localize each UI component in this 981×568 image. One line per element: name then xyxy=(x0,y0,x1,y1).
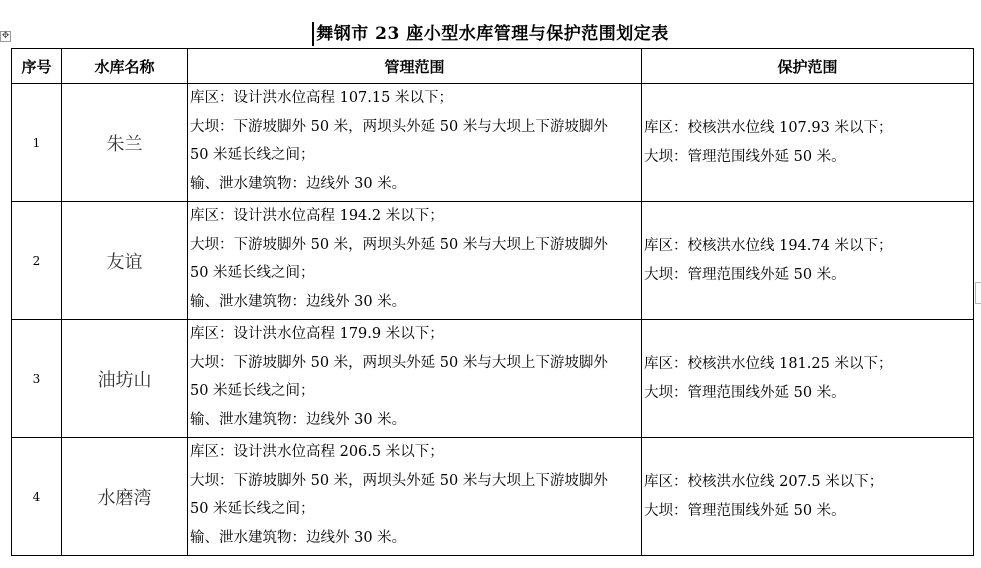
cell-reservoir-name: 油坊山 xyxy=(62,320,188,438)
protection-line: 大坝：管理范围线外延 50 米。 xyxy=(644,148,846,165)
management-line: 50 米延长线之间； xyxy=(190,147,315,163)
cell-protection xyxy=(642,84,974,202)
header-name: 水库名称 xyxy=(62,49,188,84)
management-line: 输、泄水建筑物：边线外 30 米。 xyxy=(190,175,407,192)
protection-line: 库区：校核洪水位线 207.5 米以下； xyxy=(644,474,884,490)
document-title: 舞钢市 23 座小型水库管理与保护范围划定表 xyxy=(312,22,669,46)
management-line: 输、泄水建筑物：边线外 30 米。 xyxy=(190,293,407,310)
management-line: 输、泄水建筑物：边线外 30 米。 xyxy=(190,529,407,546)
cell-management xyxy=(188,202,642,320)
management-line: 库区：设计洪水位高程 194.2 米以下； xyxy=(190,208,444,224)
management-line: 大坝：下游坡脚外 50 米，两坝头外延 50 米与大坝上下游坡脚外 xyxy=(190,354,608,371)
protection-line: 库区：校核洪水位线 107.93 米以下； xyxy=(644,120,893,136)
management-line: 大坝：下游坡脚外 50 米，两坝头外延 50 米与大坝上下游坡脚外 xyxy=(190,472,608,489)
header-protection: 保护范围 xyxy=(642,49,974,84)
cell-no: 4 xyxy=(12,438,62,556)
management-line: 输、泄水建筑物：边线外 30 米。 xyxy=(190,411,407,428)
cell-no: 3 xyxy=(12,320,62,438)
protection-line: 大坝：管理范围线外延 50 米。 xyxy=(644,502,846,519)
management-line: 大坝：下游坡脚外 50 米，两坝头外延 50 米与大坝上下游坡脚外 xyxy=(190,236,608,253)
management-line: 50 米延长线之间； xyxy=(190,265,315,281)
cell-reservoir-name: 朱兰 xyxy=(62,84,188,202)
cell-protection xyxy=(642,202,974,320)
page-edge-marker xyxy=(975,282,981,304)
table-row xyxy=(12,84,974,202)
management-line: 库区：设计洪水位高程 206.5 米以下； xyxy=(190,444,444,460)
reservoir-table xyxy=(11,48,974,556)
protection-line: 库区：校核洪水位线 194.74 米以下； xyxy=(644,238,893,254)
management-line: 50 米延长线之间； xyxy=(190,383,315,399)
cell-protection xyxy=(642,320,974,438)
cell-management xyxy=(188,438,642,556)
header-management: 管理范围 xyxy=(188,49,642,84)
protection-line: 库区：校核洪水位线 181.25 米以下； xyxy=(644,356,893,372)
table-row xyxy=(12,438,974,556)
protection-line: 大坝：管理范围线外延 50 米。 xyxy=(644,384,846,401)
cell-reservoir-name: 友谊 xyxy=(62,202,188,320)
title-container xyxy=(0,22,981,46)
management-line: 大坝：下游坡脚外 50 米，两坝头外延 50 米与大坝上下游坡脚外 xyxy=(190,118,608,135)
table-row xyxy=(12,320,974,438)
protection-line: 大坝：管理范围线外延 50 米。 xyxy=(644,266,846,283)
management-line: 50 米延长线之间； xyxy=(190,501,315,517)
cell-no: 1 xyxy=(12,84,62,202)
cell-reservoir-name: 水磨湾 xyxy=(62,438,188,556)
cell-management xyxy=(188,84,642,202)
table-row xyxy=(12,202,974,320)
table-header-row xyxy=(12,49,974,84)
management-line: 库区：设计洪水位高程 107.15 米以下； xyxy=(190,90,453,106)
table-move-handle-icon[interactable]: ✥ xyxy=(1,31,10,41)
cell-protection xyxy=(642,438,974,556)
management-line: 库区：设计洪水位高程 179.9 米以下； xyxy=(190,326,444,342)
header-no: 序号 xyxy=(12,49,62,84)
cell-management xyxy=(188,320,642,438)
cell-no: 2 xyxy=(12,202,62,320)
